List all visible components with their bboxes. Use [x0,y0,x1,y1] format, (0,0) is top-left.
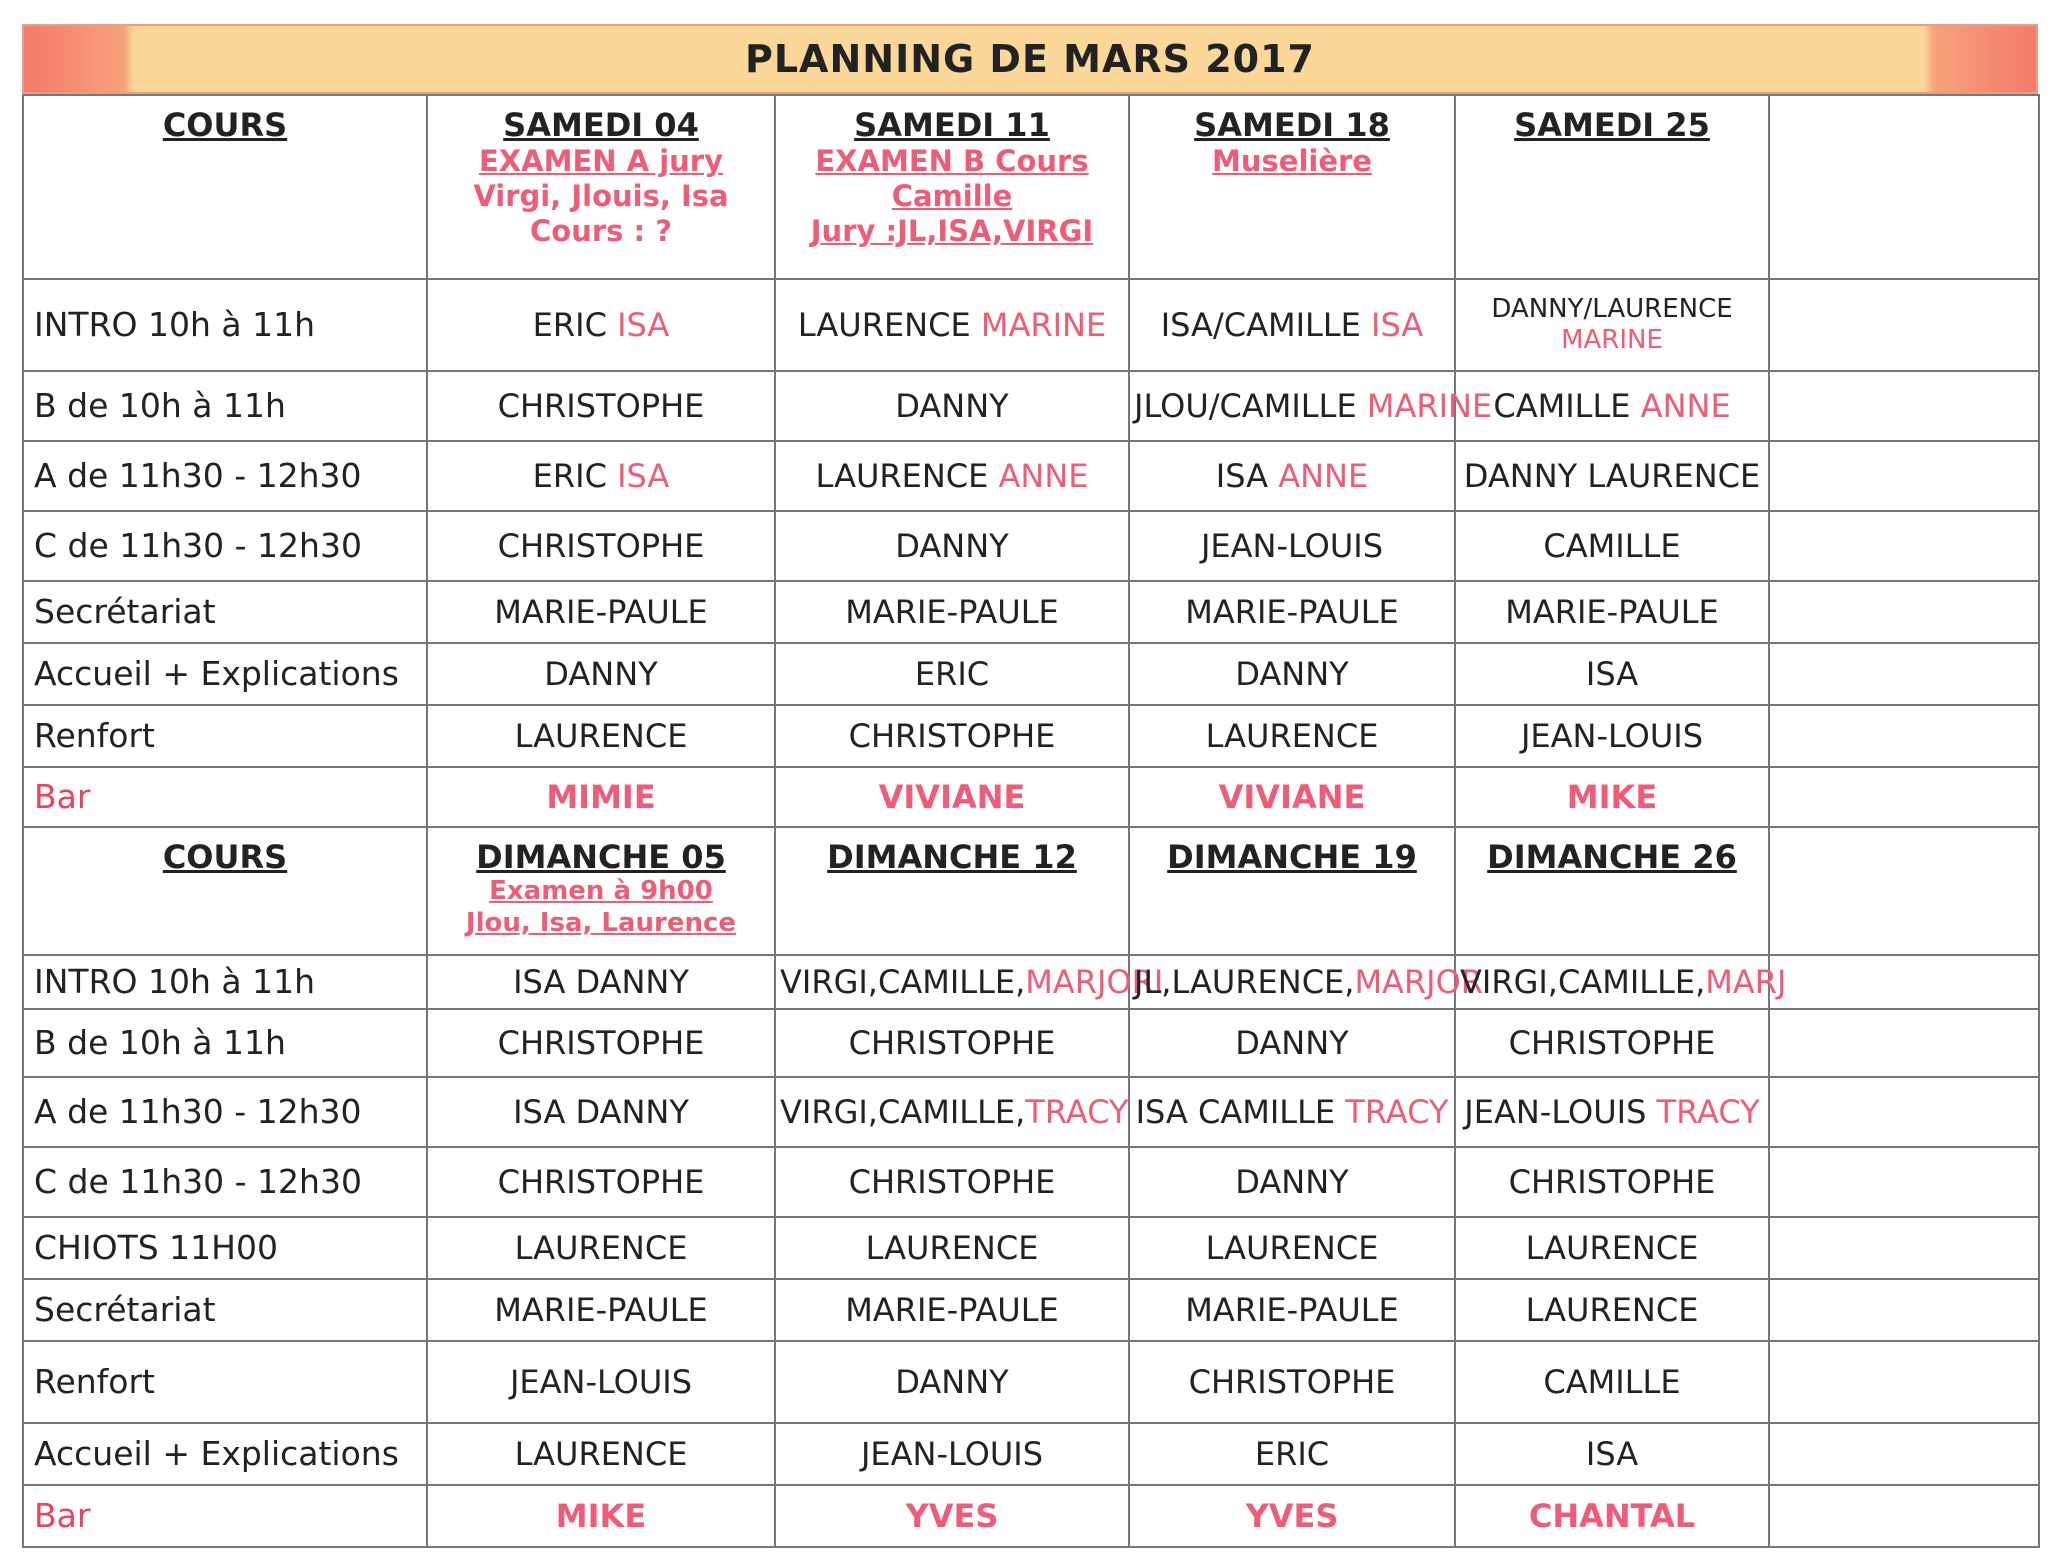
schedule-cell [1455,767,1769,827]
dimanche-day-header [1129,827,1455,955]
row-label: INTRO 10h à 11h [23,955,427,1009]
empty-cell [1769,643,2039,705]
row-label: Bar [23,767,427,827]
schedule-cell [427,1147,775,1217]
schedule-cell [775,371,1129,441]
assigned-name: LAURENCE [514,1228,688,1267]
schedule-cell [1455,441,1769,511]
assigned-name: ISA DANNY [513,962,689,1001]
assigned-name: ISA [1585,1434,1639,1473]
empty-cell [1769,371,2039,441]
dimanche-day-header [775,827,1129,955]
dimanche-row [23,1485,2039,1547]
empty-cell [1769,705,2039,767]
assigned-name: CHRISTOPHE [1508,1162,1716,1201]
assigned-name-highlight: TRACY [1345,1092,1449,1131]
samedi-row [23,581,2039,643]
assigned-name: VIRGI,CAMILLE, [780,962,1026,1001]
schedule-cell [427,371,775,441]
schedule-cell [1129,371,1493,441]
schedule-cell [1455,1217,1769,1279]
assigned-name: CHRISTOPHE [848,716,1056,755]
row-label: Renfort [23,1341,427,1423]
dimanche-day-header [1455,827,1769,955]
schedule-cell [1129,1217,1455,1279]
samedi-row [23,767,2039,827]
assigned-name: JEAN-LOUIS [860,1434,1044,1473]
row-label: Bar [23,1485,427,1547]
schedule-cell [427,643,775,705]
schedule-cell [427,1341,775,1423]
assigned-name: ERIC [1254,1434,1330,1473]
assigned-name-highlight: TRACY [1656,1092,1760,1131]
assigned-name-highlight: VIVIANE [878,777,1026,816]
title-banner [22,24,2038,94]
assigned-name-highlight: ISA [1371,305,1424,344]
schedule-cell [1455,279,1769,371]
schedule-cell [427,1279,775,1341]
row-label: Secrétariat [23,1279,427,1341]
dimanche-row [23,1009,2039,1077]
assigned-name-highlight: MARJORI [1025,962,1164,1001]
schedule-cell [775,1279,1129,1341]
schedule-cell [775,767,1129,827]
schedule-cell [775,581,1129,643]
assigned-name: MARIE-PAULE [1185,1290,1399,1329]
schedule-cell [1129,767,1455,827]
assigned-name-highlight: ISA [617,456,670,495]
schedule-cell [1129,1423,1455,1485]
schedule-cell [1129,1341,1455,1423]
schedule-cell [775,1341,1129,1423]
schedule-cell [775,955,1164,1009]
assigned-name-highlight: VIVIANE [1218,777,1366,816]
schedule-cell [775,1009,1129,1077]
empty-cell [1769,1423,2039,1485]
dimanche-row [23,1217,2039,1279]
dimanche-row [23,1147,2039,1217]
schedule-cell [775,441,1129,511]
schedule-cell [775,1485,1129,1547]
row-label: B de 10h à 11h [23,1009,427,1077]
planning-table [22,94,2040,1548]
schedule-cell [1455,581,1769,643]
assigned-name: ERIC [914,654,990,693]
assigned-name-highlight: MARINE [980,305,1107,344]
schedule-cell [775,643,1129,705]
dimanche-row [23,1423,2039,1485]
day-note: Examen à 9h00 [489,876,713,907]
schedule-cell [775,511,1129,581]
assigned-name-highlight: ANNE [1640,386,1731,425]
day-note: Virgi, Jlouis, Isa [473,179,729,214]
empty-cell [1769,511,2039,581]
assigned-name: CHRISTOPHE [497,1162,705,1201]
row-label: B de 10h à 11h [23,371,427,441]
samedi-day-header [1129,95,1455,279]
assigned-name: CHRISTOPHE [497,526,705,565]
dimanche-row [23,1077,2039,1147]
day-title: DIMANCHE 12 [827,838,1077,876]
dimanche-row [23,955,2039,1009]
assigned-name: LAURENCE [815,456,999,495]
schedule-cell [1455,643,1769,705]
assigned-name: JEAN-LOUIS [1520,716,1704,755]
day-note: Jlou, Isa, Laurence [465,907,737,938]
assigned-name: ISA CAMILLE [1135,1092,1346,1131]
schedule-cell [427,1009,775,1077]
assigned-name-highlight: MARJ [1705,962,1787,1001]
schedule-cell [1455,511,1769,581]
assigned-name: DANNY [895,526,1009,565]
schedule-cell [775,279,1129,371]
assigned-name-highlight: YVES [905,1496,999,1535]
assigned-name: ERIC [532,305,618,344]
schedule-cell [427,955,775,1009]
row-label: A de 11h30 - 12h30 [23,441,427,511]
assigned-name: CHRISTOPHE [497,1023,705,1062]
assigned-name-highlight: YVES [1245,1496,1339,1535]
schedule-cell [427,1485,775,1547]
empty-cell [1769,1077,2039,1147]
assigned-name: CHRISTOPHE [1188,1362,1396,1401]
samedi-row [23,705,2039,767]
samedi-row [23,511,2039,581]
schedule-cell [1129,955,1484,1009]
assigned-name: LAURENCE [1205,1228,1379,1267]
assigned-name: MARIE-PAULE [845,592,1059,631]
assigned-name: JLOU/CAMILLE [1134,386,1367,425]
schedule-cell [1129,581,1455,643]
assigned-name: LAURENCE [1525,1228,1699,1267]
assigned-name: DANNY [544,654,658,693]
schedule-cell [427,705,775,767]
empty-cell [1769,1279,2039,1341]
schedule-cell [1129,441,1455,511]
schedule-cell [1129,705,1455,767]
empty-cell [1769,1485,2039,1547]
row-label: Renfort [23,705,427,767]
schedule-cell [1455,1077,1769,1147]
schedule-cell [427,511,775,581]
assigned-name: LAURENCE [1525,1290,1699,1329]
samedi-cours-label: COURS [23,95,427,279]
assigned-name: VIRGI,CAMILLE, [780,1092,1026,1131]
day-title: SAMEDI 04 [503,106,699,144]
schedule-cell [1455,1341,1769,1423]
assigned-name: LAURENCE [514,1434,688,1473]
assigned-name-highlight: MIMIE [546,777,656,816]
assigned-name: ISA DANNY [513,1092,689,1131]
assigned-name: CAMILLE [1543,1362,1681,1401]
empty-cell [1769,1009,2039,1077]
empty-cell [1769,1217,2039,1279]
empty-cell [1769,441,2039,511]
empty-cell [1769,95,2039,279]
day-title: DIMANCHE 26 [1487,838,1737,876]
dimanche-row [23,1341,2039,1423]
schedule-cell [1455,955,1787,1009]
assigned-name-highlight: ANNE [1278,456,1369,495]
assigned-name: MARIE-PAULE [1185,592,1399,631]
schedule-cell [427,279,775,371]
assigned-name: ISA/CAMILLE [1160,305,1372,344]
schedule-cell [775,1077,1129,1147]
dimanche-cours-label: COURS [23,827,427,955]
samedi-day-header [775,95,1129,279]
dimanche-row [23,1279,2039,1341]
schedule-cell [1455,705,1769,767]
assigned-name: JEAN-LOUIS [1464,1092,1657,1131]
assigned-name: DANNY [1235,1162,1349,1201]
assigned-name-highlight: MARJOR [1354,962,1484,1001]
schedule-cell [427,767,775,827]
assigned-name: VIRGI,CAMILLE, [1460,962,1706,1001]
row-label: INTRO 10h à 11h [23,279,427,371]
row-label: C de 11h30 - 12h30 [23,511,427,581]
samedi-row [23,643,2039,705]
samedi-day-header [1455,95,1769,279]
row-label: A de 11h30 - 12h30 [23,1077,427,1147]
schedule-cell [775,1217,1129,1279]
empty-cell [1769,581,2039,643]
schedule-cell [427,441,775,511]
assigned-name: ERIC [532,456,618,495]
empty-cell [1769,827,2039,955]
assigned-name: ISA [1215,456,1279,495]
row-label: Accueil + Explications [23,643,427,705]
assigned-name-highlight: MIKE [555,1496,647,1535]
dimanche-header-row [23,827,2039,955]
assigned-name: CAMILLE [1493,386,1641,425]
assigned-name: MARIE-PAULE [845,1290,1059,1329]
schedule-cell [1129,279,1455,371]
schedule-cell [1455,1279,1769,1341]
assigned-name: LAURENCE [514,716,688,755]
assigned-name-highlight: MARINE [1366,386,1493,425]
assigned-name: CAMILLE [1543,526,1681,565]
assigned-name: DANNY [895,1362,1009,1401]
schedule-cell [775,1147,1129,1217]
schedule-cell [1129,1485,1455,1547]
samedi-day-header [427,95,775,279]
schedule-cell [427,1217,775,1279]
schedule-cell [1455,1485,1769,1547]
assigned-name: DANNY [895,386,1009,425]
schedule-cell [1129,643,1455,705]
assigned-name: MARIE-PAULE [1505,592,1719,631]
assigned-name: CHRISTOPHE [848,1162,1056,1201]
empty-cell [1769,955,2039,1009]
samedi-row [23,279,2039,371]
samedi-row [23,441,2039,511]
samedi-header-row [23,95,2039,279]
page-title: PLANNING DE MARS 2017 [744,37,1315,81]
day-title: SAMEDI 18 [1194,106,1390,144]
schedule-cell [775,1423,1129,1485]
samedi-row [23,371,2039,441]
assigned-name-highlight: ANNE [998,456,1089,495]
empty-cell [1769,279,2039,371]
assigned-name: JL,LAURENCE, [1134,962,1355,1001]
schedule-cell [1129,1147,1455,1217]
assigned-name: JEAN-LOUIS [509,1362,693,1401]
assigned-name: DANNY/LAURENCE [1491,293,1733,324]
row-label: Accueil + Explications [23,1423,427,1485]
assigned-name: LAURENCE [865,1228,1039,1267]
schedule-cell [1455,1147,1769,1217]
schedule-cell [1129,1279,1455,1341]
row-label: CHIOTS 11H00 [23,1217,427,1279]
day-note: Jury :JL,ISA,VIRGI [810,213,1094,248]
assigned-name-highlight: MARINE [1561,325,1663,355]
assigned-name: JEAN-LOUIS [1200,526,1384,565]
row-label: C de 11h30 - 12h30 [23,1147,427,1217]
assigned-name: CHRISTOPHE [497,386,705,425]
schedule-cell [427,1423,775,1485]
day-note: Camille [891,179,1013,214]
day-title: DIMANCHE 19 [1167,838,1417,876]
assigned-name-highlight: ISA [617,305,670,344]
assigned-name-highlight: TRACY [1025,1092,1129,1131]
assigned-name: ISA [1585,654,1639,693]
day-note: Cours : ? [529,213,673,248]
day-title: SAMEDI 11 [854,106,1050,144]
assigned-name-highlight: MIKE [1566,777,1658,816]
empty-cell [1769,767,2039,827]
assigned-name: DANNY LAURENCE [1463,456,1761,495]
assigned-name: MARIE-PAULE [494,592,708,631]
day-note: EXAMEN A jury [479,144,723,179]
dimanche-day-header [427,827,775,955]
assigned-name: CHRISTOPHE [1508,1023,1716,1062]
assigned-name: CHRISTOPHE [848,1023,1056,1062]
day-title: SAMEDI 25 [1514,106,1710,144]
schedule-cell [1455,371,1769,441]
schedule-cell [427,581,775,643]
empty-cell [1769,1341,2039,1423]
empty-cell [1769,1147,2039,1217]
assigned-name: LAURENCE [1205,716,1379,755]
day-note: EXAMEN B Cours [815,144,1089,179]
schedule-cell [1129,511,1455,581]
schedule-cell [1455,1009,1769,1077]
schedule-cell [1129,1009,1455,1077]
assigned-name: LAURENCE [797,305,981,344]
assigned-name-highlight: CHANTAL [1528,1496,1696,1535]
assigned-name: DANNY [1235,654,1349,693]
schedule-cell [1455,1423,1769,1485]
row-label: Secrétariat [23,581,427,643]
day-note: Muselière [1212,144,1372,179]
schedule-cell [427,1077,775,1147]
assigned-name: DANNY [1235,1023,1349,1062]
day-title: DIMANCHE 05 [476,838,726,876]
schedule-cell [1129,1077,1455,1147]
assigned-name: MARIE-PAULE [494,1290,708,1329]
schedule-cell [775,705,1129,767]
